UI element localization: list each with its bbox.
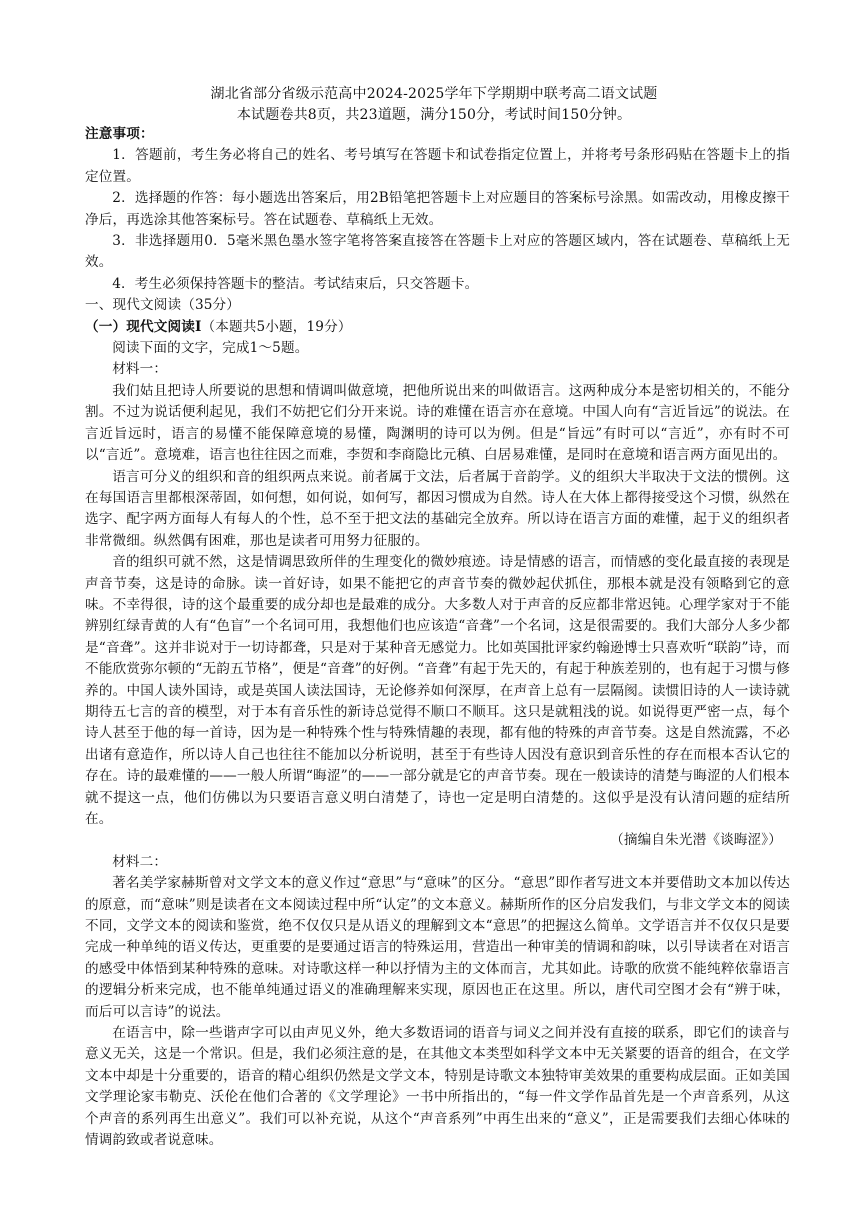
- subsection-heading: [85, 317, 790, 338]
- exam-header: [0, 84, 868, 126]
- material-1-label: 材料一：: [112, 361, 168, 378]
- material-1-paragraph-1: 我们姑且把诗人所要说的思想和情调叫做意境，把他所说出来的叫做语言。这两种成分本是密切相关的，不能分割。不过为说话便利起见，我们不妨把它们分开来说。诗的难懂在语言亦在意境。中国人向有“言近旨远”的说法。在言近旨远时，语言的易懂不能保障意境的易懂，陶渊明的诗可以为例。但是“旨远”有时可以“言近”，亦有时不可以“言近”。意境难，语言也往往因之而难，李贺和李商隐比元稹、白居易难懂，是同时在意境和语言两方面见出的。: [85, 382, 790, 464]
- material-1-paragraph-2: 语言可分义的组织和音的组织两点来说。前者属于文法，后者属于音韵学。义的组织大半取决于文法的惯例。这在每国语言里都根深蒂固，如何想，如何说，如何写，都因习惯成为自然。诗人在大体上都得接受这个习惯，纵然在选字、配字两方面每人有每人的个性，总不至于把文法的基础完全放弃。所以诗在语言方面的难懂，起于义的组织者非常微细。纵然偶有困难，那也是读者可用努力征服的。: [85, 468, 790, 549]
- section-heading: 一、现代文阅读（35分）: [85, 297, 241, 314]
- material-1-source: （摘编自朱光潜《谈晦涩》）: [610, 832, 782, 849]
- material-2-paragraph-1: 著名美学家赫斯曾对文学文本的意义作过“意思”与“意味”的区分。“意思”即作者写进文本并要借助文本加以传达的原意，而“意味”则是读者在文本阅读过程中所“认定”的文本意义。赫斯所作的区分启发我们，与非文学文本的阅读不同，文学文本的阅读和鉴赏，绝不仅仅只是从语义的理解到文本“意思”的把握这么简单。文学语言并不仅仅只是要完成一种单纯的语义传达，更重要的是要通过语言的特殊运用，营造出一种审美的情调和韵味，以引导读者在对语言的感受中体悟到某种特殊的意味。对诗歌这样一种以抒情为主的文体而言，尤其如此。诗歌的欣赏不能纯粹依靠语言的逻辑分析来完成，也不能单纯通过语义的准确理解来实现，原因也正在这里。所以，唐代司空图才会有“辨于味，而后可以言诗”的说法。: [85, 875, 790, 1020]
- subsection-title: （一）现代文阅读Ⅰ: [85, 318, 202, 335]
- exam-subtitle: 本试题卷共8页，共23道题，满分150分，考试时间150分钟。: [236, 107, 632, 123]
- reading-instruction: 阅读下面的文字，完成1～5题。: [112, 340, 309, 357]
- notice-item-2: 2．选择题的作答：每小题选出答案后，用2B铅笔把答题卡上对应题目的答案标号涂黑。如需改动，用橡皮擦干净后，再选涂其他答案标号。答在试题卷、草稿纸上无效。: [85, 190, 790, 228]
- notice-item-1: 1．答题前，考生务必将自己的姓名、考号填写在答题卡和试卷指定位置上，并将考号条形码贴在答题卡上的指定位置。: [85, 147, 790, 185]
- exam-title: 湖北省部分省级示范高中2024-2025学年下学期期中联考高二语文试题: [210, 86, 658, 102]
- notice-item-4: 4．考生必须保持答题卡的整洁。考试结束后，只交答题卡。: [112, 275, 479, 292]
- notice-item-3: 3．非选择题用0．5毫米黑色墨水签字笔将答案直接答在答题卡上对应的答题区域内，答在试题卷、草稿纸上无效。: [85, 233, 790, 271]
- material-2-paragraph-2: 在语言中，除一些谐声字可以由声见义外，绝大多数语词的语音与词义之间并没有直接的联系，即它们的读音与意义无关，这是一个常识。但是，我们必须注意的是，在其他文本类型如科学文本中无关紧要的语音的组合，在文学文本中却是十分重要的，语音的精心组织仍然是文学文本，特别是诗歌文本独特审美效果的重要构成层面。正如美国文学理论家韦勒克、沃伦在他们合著的《文学理论》一书中所指出的，“每一件文学作品首先是一个声音系列，从这个声音的系列再生出意义”。我们可以补充说，从这个“声音系列”中再生出来的“意义”，正是需要我们去细心体味的情调韵致或者说意味。: [85, 1025, 790, 1149]
- notice-heading: 注意事项：: [85, 126, 154, 142]
- subsection-note: （本题共5小题，19分）: [201, 318, 352, 335]
- exam-content: [85, 124, 790, 1152]
- material-2-label: 材料二：: [112, 853, 168, 870]
- material-1-paragraph-3: 音的组织可就不然，这是情调思致所伴的生理变化的微妙痕迹。诗是情感的语言，而情感的变化最直接的表现是声音节奏，这是诗的命脉。读一首好诗，如果不能把它的声音节奏的微妙起伏抓住，那根本就是没有领略到它的意味。不幸得很，诗的这个最重要的成分却也是最难的成分。大多数人对于声音的反应都非常迟钝。心理学家对于不能辨别红绿青黄的人有“色盲”一个名词可用，我想他们也应该造“音聋”一个名词，这是很需要的。我们大部分人多少都是“音聋”。这并非说对于一切诗都聋，只是对于某种音无感觉力。比如英国批评家约翰逊博士只喜欢听“联韵”诗，而不能欣赏弥尔顿的“无韵五节格”，便是“音聋”的好例。“音聋”有起于先天的，有起于种族差别的，也有起于习惯与修养的。中国人读外国诗，或是英国人读法国诗，无论修养如何深厚，在声音上总有一层隔阂。读惯旧诗的人一读诗就期待五七言的音的模型，对于本有音乐性的新诗总觉得不顺口不顺耳。这只是就粗浅的说。如说得更严密一点，每个诗人甚至于他的每一首诗，因为是一种特殊个性与特殊情趣的表现，都有他的特殊的声音节奏。这是自然流露，不必出诸有意造作，所以诗人自己也往往不能加以分析说明，甚至于有些诗人因没有意识到音乐性的存在而根本否认它的存在。诗的最难懂的——一般人所谓“晦涩”的——一部分就是它的声音节奏。现在一般读诗的清楚与晦涩的人们根本就不提这一点，他们仿佛以为只要语言意义明白清楚了，诗也一定是明白清楚的。这似乎是没有认清问题的症结所在。: [85, 554, 790, 827]
